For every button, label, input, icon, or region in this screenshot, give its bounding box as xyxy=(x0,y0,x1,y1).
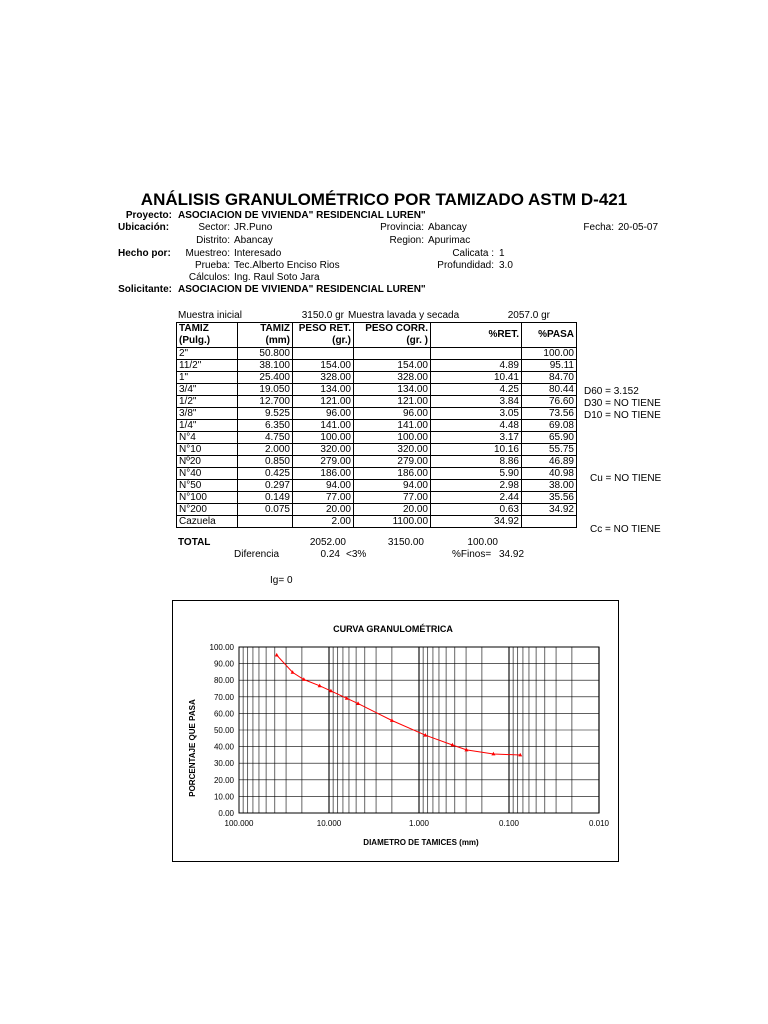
cell-tamiz: Nº20 xyxy=(177,456,238,468)
cell-tamiz: N°4 xyxy=(177,432,238,444)
grain-size-chart xyxy=(173,601,618,861)
cell-pct-pasa: 38.00 xyxy=(522,480,577,492)
table-row xyxy=(177,516,577,528)
cell-peso-corr xyxy=(354,348,431,360)
table-row xyxy=(177,348,577,360)
table-row xyxy=(177,384,577,396)
cell-pct-pasa: 65.90 xyxy=(522,432,577,444)
cell-mm: 38.100 xyxy=(238,360,293,372)
calicata-value: 1 xyxy=(499,248,505,259)
header-peso-ret: PESO RET. (gr.) xyxy=(293,323,354,348)
cell-peso-corr: 121.00 xyxy=(354,396,431,408)
sector-label: Sector: xyxy=(198,222,230,233)
cell-mm: 19.050 xyxy=(238,384,293,396)
cell-tamiz: N°40 xyxy=(177,468,238,480)
cell-mm: 0.425 xyxy=(238,468,293,480)
cell-mm: 6.350 xyxy=(238,420,293,432)
proyecto-label: Proyecto: xyxy=(125,210,172,221)
cell-peso-ret: 94.00 xyxy=(293,480,354,492)
cell-pct-pasa: 55.75 xyxy=(522,444,577,456)
cell-pct-ret: 3.05 xyxy=(431,408,522,420)
finos-label: %Finos= xyxy=(452,549,492,560)
cell-pct-pasa xyxy=(522,516,577,528)
header-pct-ret: %RET. xyxy=(431,323,522,348)
d30-result: D30 = NO TIENE xyxy=(584,398,661,409)
cell-peso-corr: 279.00 xyxy=(354,456,431,468)
data-point xyxy=(275,653,279,657)
muestra-lavada-label: Muestra lavada y secada xyxy=(348,310,460,321)
cell-tamiz: 1" xyxy=(177,372,238,384)
cell-peso-corr: 186.00 xyxy=(354,468,431,480)
table-row xyxy=(177,444,577,456)
d10-result: D10 = NO TIENE xyxy=(584,410,661,421)
cell-mm: 2.000 xyxy=(238,444,293,456)
hecho-label: Hecho por: xyxy=(118,248,171,259)
cell-mm: 12.700 xyxy=(238,396,293,408)
cell-peso-ret: 20.00 xyxy=(293,504,354,516)
cell-pct-pasa: 84.70 xyxy=(522,372,577,384)
fecha-value: 20-05-07 xyxy=(618,222,659,233)
region-value: Apurimac xyxy=(428,235,471,246)
cell-tamiz: 3/4" xyxy=(177,384,238,396)
cell-peso-corr: 20.00 xyxy=(354,504,431,516)
prueba-value: Tec.Alberto Enciso Rios xyxy=(234,260,340,271)
cell-pct-ret: 10.41 xyxy=(431,372,522,384)
cell-pct-ret: 2.44 xyxy=(431,492,522,504)
y-tick-label: 100.00 xyxy=(209,643,234,652)
calculos-label: Cálculos: xyxy=(188,272,230,283)
cell-pct-pasa: 73.56 xyxy=(522,408,577,420)
header-tamiz-mm: TAMIZ (mm) xyxy=(238,323,293,348)
profundidad-value: 3.0 xyxy=(499,260,513,271)
y-tick-label: 0.00 xyxy=(218,809,234,818)
cell-peso-ret: 121.00 xyxy=(293,396,354,408)
muestra-lavada-value: 2057.0 gr xyxy=(507,310,550,321)
cell-peso-corr: 77.00 xyxy=(354,492,431,504)
cell-peso-ret: 96.00 xyxy=(293,408,354,420)
y-tick-label: 50.00 xyxy=(213,726,234,735)
cell-pct-pasa: 100.00 xyxy=(522,348,577,360)
x-tick-label: 10.000 xyxy=(316,819,342,828)
distrito-value: Abancay xyxy=(234,235,273,246)
cell-peso-corr: 154.00 xyxy=(354,360,431,372)
ubicacion-label: Ubicación: xyxy=(118,222,170,233)
cell-pct-ret: 10.16 xyxy=(431,444,522,456)
cell-tamiz: N°10 xyxy=(177,444,238,456)
cell-mm: 0.297 xyxy=(238,480,293,492)
calculos-value: Ing. Raul Soto Jara xyxy=(234,272,320,283)
cell-peso-ret: 77.00 xyxy=(293,492,354,504)
cell-pct-ret: 3.17 xyxy=(431,432,522,444)
x-tick-label: 0.010 xyxy=(588,819,610,828)
y-tick-label: 40.00 xyxy=(213,742,234,752)
cell-tamiz: N°200 xyxy=(177,504,238,516)
provincia-label: Provincia: xyxy=(380,222,424,233)
cell-peso-ret: 134.00 xyxy=(293,384,354,396)
cell-peso-corr: 134.00 xyxy=(354,384,431,396)
cell-mm: 50.800 xyxy=(238,348,293,360)
table-row xyxy=(177,432,577,444)
calicata-label: Calicata : xyxy=(452,248,494,259)
prueba-label: Prueba: xyxy=(194,260,230,271)
table-row xyxy=(177,396,577,408)
ig-value: Ig= 0 xyxy=(270,575,293,586)
cell-peso-ret: 279.00 xyxy=(293,456,354,468)
diferencia-value: 0.24 xyxy=(320,549,340,560)
cell-mm: 9.525 xyxy=(238,408,293,420)
table-row xyxy=(177,420,577,432)
finos-value: 34.92 xyxy=(499,549,525,560)
table-row xyxy=(177,456,577,468)
cell-peso-corr: 141.00 xyxy=(354,420,431,432)
cell-peso-corr: 320.00 xyxy=(354,444,431,456)
total-label: TOTAL xyxy=(178,537,211,548)
muestreo-value: Interesado xyxy=(234,248,282,259)
cell-pct-pasa: 34.92 xyxy=(522,504,577,516)
cu-result: Cu = NO TIENE xyxy=(590,473,662,484)
cell-pct-pasa: 46.89 xyxy=(522,456,577,468)
total-peso-ret: 2052.00 xyxy=(309,537,346,548)
cell-pct-ret: 8.86 xyxy=(431,456,522,468)
cell-tamiz: Cazuela xyxy=(177,516,238,528)
provincia-value: Abancay xyxy=(428,222,467,233)
cell-mm: 0.850 xyxy=(238,456,293,468)
table-row xyxy=(177,360,577,372)
cell-pct-ret xyxy=(431,348,522,360)
cell-tamiz: N°50 xyxy=(177,480,238,492)
table-row xyxy=(177,372,577,384)
cell-tamiz: N°100 xyxy=(177,492,238,504)
total-pct-ret: 100.00 xyxy=(467,537,498,548)
cell-pct-pasa: 80.44 xyxy=(522,384,577,396)
cell-pct-pasa: 35.56 xyxy=(522,492,577,504)
cell-pct-ret: 34.92 xyxy=(431,516,522,528)
y-tick-label: 90.00 xyxy=(213,659,234,669)
cell-peso-corr: 1100.00 xyxy=(354,516,431,528)
cell-tamiz: 1/2" xyxy=(177,396,238,408)
muestra-inicial-value: 3150.0 gr xyxy=(301,310,344,321)
y-tick-label: 70.00 xyxy=(213,692,234,702)
y-tick-label: 30.00 xyxy=(213,759,234,769)
y-tick-label: 80.00 xyxy=(213,676,234,686)
cell-pct-ret: 4.89 xyxy=(431,360,522,372)
muestreo-label: Muestreo: xyxy=(185,248,230,259)
header-tamiz-pulg: TAMIZ (Pulg.) xyxy=(177,323,238,348)
cell-pct-pasa: 69.08 xyxy=(522,420,577,432)
granulometry-table xyxy=(176,322,577,528)
cell-peso-corr: 328.00 xyxy=(354,372,431,384)
distrito-label: Distrito: xyxy=(196,235,230,246)
cell-pct-pasa: 40.98 xyxy=(522,468,577,480)
chart-xlabel: DIAMETRO DE TAMICES (mm) xyxy=(363,838,479,847)
cell-peso-corr: 100.00 xyxy=(354,432,431,444)
cell-pct-ret: 5.90 xyxy=(431,468,522,480)
cell-mm xyxy=(238,516,293,528)
cell-peso-ret: 186.00 xyxy=(293,468,354,480)
cell-pct-ret: 2.98 xyxy=(431,480,522,492)
y-tick-label: 60.00 xyxy=(213,709,234,719)
y-tick-label: 10.00 xyxy=(213,792,234,802)
total-peso-corr: 3150.00 xyxy=(387,537,424,548)
muestra-inicial-label: Muestra inicial xyxy=(178,310,242,321)
fecha-label: Fecha: xyxy=(583,222,614,233)
table-row xyxy=(177,504,577,516)
cell-peso-ret: 141.00 xyxy=(293,420,354,432)
series-line xyxy=(277,655,521,755)
profundidad-label: Profundidad: xyxy=(437,260,494,271)
cell-tamiz: 3/8" xyxy=(177,408,238,420)
cell-peso-corr: 96.00 xyxy=(354,408,431,420)
cell-pct-ret: 0.63 xyxy=(431,504,522,516)
cell-pct-ret: 4.48 xyxy=(431,420,522,432)
cell-peso-ret: 100.00 xyxy=(293,432,354,444)
chart-title: CURVA GRANULOMÉTRICA xyxy=(333,624,453,634)
x-tick-label: 1.000 xyxy=(408,819,430,828)
cell-mm: 0.075 xyxy=(238,504,293,516)
cell-peso-ret: 154.00 xyxy=(293,360,354,372)
table-header-row xyxy=(177,323,577,348)
cell-peso-ret: 328.00 xyxy=(293,372,354,384)
table-row xyxy=(177,480,577,492)
solicitante-label: Solicitante: xyxy=(118,284,172,295)
chart-ylabel: PORCENTAJE QUE PASA xyxy=(188,699,197,797)
diferencia-note: <3% xyxy=(346,549,367,560)
cell-peso-corr: 94.00 xyxy=(354,480,431,492)
cell-tamiz: 2" xyxy=(177,348,238,360)
table-row xyxy=(177,468,577,480)
table-row xyxy=(177,492,577,504)
cell-tamiz: 11/2" xyxy=(177,360,238,372)
cell-pct-ret: 4.25 xyxy=(431,384,522,396)
solicitante-value: ASOCIACION DE VIVIENDA" RESIDENCIAL LUREN" xyxy=(178,284,426,295)
cell-tamiz: 1/4" xyxy=(177,420,238,432)
cell-pct-ret: 3.84 xyxy=(431,396,522,408)
cell-pct-pasa: 95.11 xyxy=(522,360,577,372)
chart-frame xyxy=(172,600,619,862)
y-tick-label: 20.00 xyxy=(213,775,234,785)
cc-result: Cc = NO TIENE xyxy=(590,524,661,535)
cell-mm: 25.400 xyxy=(238,372,293,384)
sector-value: JR.Puno xyxy=(234,222,273,233)
cell-peso-ret: 2.00 xyxy=(293,516,354,528)
x-tick-label: 0.100 xyxy=(498,819,520,828)
region-label: Region: xyxy=(389,235,424,246)
cell-peso-ret: 320.00 xyxy=(293,444,354,456)
table-row xyxy=(177,408,577,420)
header-pct-pasa: %PASA xyxy=(522,323,577,348)
cell-mm: 0.149 xyxy=(238,492,293,504)
cell-peso-ret xyxy=(293,348,354,360)
header-peso-corr: PESO CORR. (gr. ) xyxy=(354,323,431,348)
cell-mm: 4.750 xyxy=(238,432,293,444)
page-title: ANÁLISIS GRANULOMÉTRICO POR TAMIZADO ASTM D-421 xyxy=(140,190,628,209)
proyecto-value: ASOCIACION DE VIVIENDA" RESIDENCIAL LUREN" xyxy=(178,210,426,221)
diferencia-label: Diferencia xyxy=(234,549,280,560)
x-tick-label: 100.000 xyxy=(224,819,254,828)
cell-pct-pasa: 76.60 xyxy=(522,396,577,408)
d60-result: D60 = 3.152 xyxy=(584,386,639,397)
